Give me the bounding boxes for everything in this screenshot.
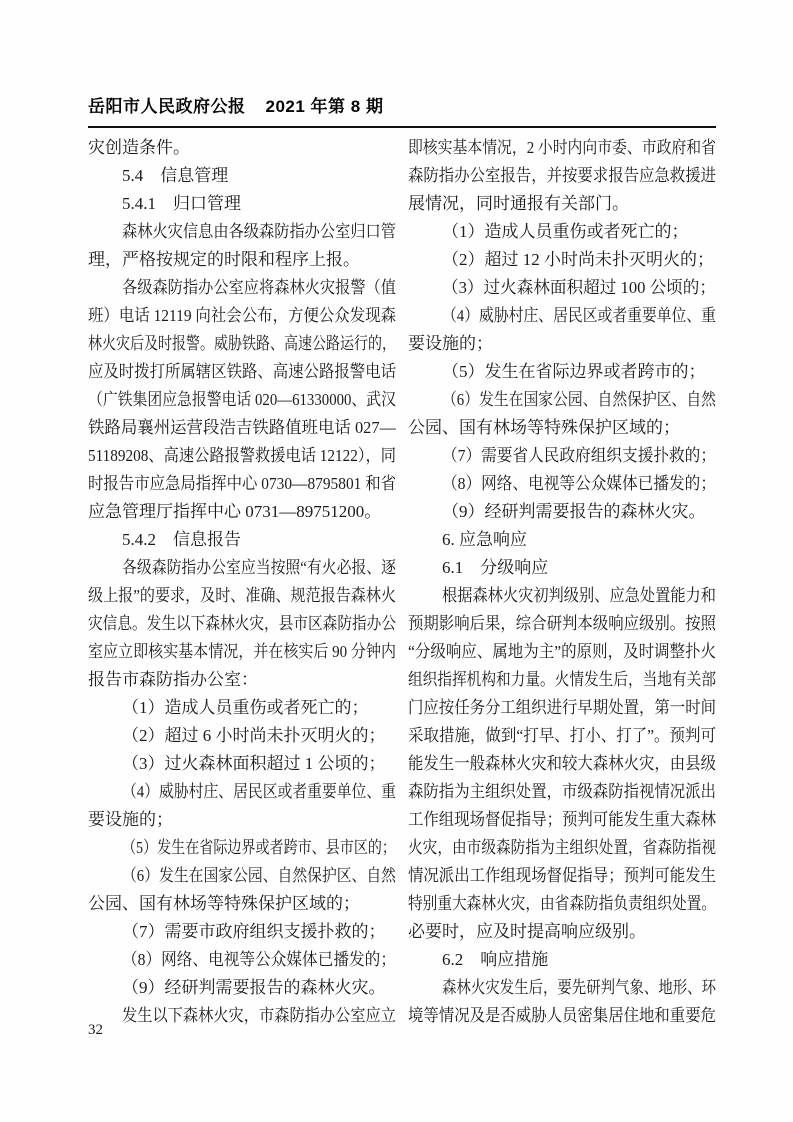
line-text: 报告市森防指办公室： <box>88 670 258 689</box>
line-text: （9）经研判需要报告的森林火灾。 <box>122 978 386 997</box>
text-line <box>408 806 716 834</box>
text-line <box>88 442 396 470</box>
line-text: 展情况，同时通报有关部门。 <box>408 194 629 213</box>
line-text: 应急管理厅指挥中心 0731—89751200。 <box>88 502 382 521</box>
line-text: 森防指办公室报告，并按要求报告应急救援进 <box>408 166 716 185</box>
line-text: 情况派出工作组现场督促指导；预判可能发生 <box>408 866 716 885</box>
text-line <box>408 134 716 162</box>
text-line <box>88 610 396 638</box>
text-line <box>88 694 396 722</box>
section-heading <box>408 526 716 554</box>
text-line <box>88 862 396 890</box>
text-line <box>408 890 716 918</box>
line-text: （3）过火森林面积超过 100 公顷的； <box>442 278 716 297</box>
text-line <box>88 274 396 302</box>
text-line <box>88 554 396 582</box>
line-text: （8）网络、电视等公众媒体已播发的； <box>442 474 716 493</box>
section-heading <box>88 162 396 190</box>
line-text: 灾创造条件。 <box>88 138 190 157</box>
text-line <box>408 190 716 218</box>
section-heading <box>88 526 396 554</box>
line-text: 应及时拨打所属辖区铁路、高速公路报警电话 <box>88 362 396 381</box>
text-line <box>88 778 396 806</box>
line-text: 室应立即核实基本情况，并在核实后 90 分钟内 <box>88 642 396 661</box>
text-line <box>408 470 716 498</box>
line-text: 火灾，由市级森防指为主组织处置，省森防指视 <box>408 838 716 857</box>
text-line <box>408 246 716 274</box>
line-text: 能发生一般森林火灾和较大森林火灾，由县级 <box>408 754 716 773</box>
line-text: 各级森防指办公室应当按照“有火必报、逐 <box>122 558 396 577</box>
text-line <box>408 386 716 414</box>
text-line <box>408 414 716 442</box>
text-line <box>408 582 716 610</box>
gazette-title: 岳阳市人民政府公报 <box>88 97 246 116</box>
line-text: （7）需要省人民政府组织支援扑救的； <box>442 446 716 465</box>
line-text: 预期影响后果，综合研判本级响应级别。按照 <box>408 614 716 633</box>
line-text: （3）过火森林面积超过 1 公顷的； <box>122 754 386 773</box>
text-line <box>408 666 716 694</box>
text-line <box>88 302 396 330</box>
page-header <box>88 92 716 128</box>
line-text: 组织指挥机构和力量。火情发生后，当地有关部 <box>408 670 716 689</box>
line-text: 灾信息。发生以下森林火灾，县市区森防指办公 <box>88 614 396 633</box>
line-text: 森林火灾信息由各级森防指办公室归口管 <box>122 222 396 241</box>
section-heading <box>408 554 716 582</box>
text-line <box>88 666 396 694</box>
two-column-body <box>88 134 716 1030</box>
text-line <box>408 498 716 526</box>
line-text: “分级响应、属地为主”的原则，及时调整扑火 <box>408 642 716 661</box>
line-text: （6）发生在国家公园、自然保护区、自然 <box>442 390 716 409</box>
line-text: 门应按任务分工组织进行早期处置，第一时间 <box>408 698 716 717</box>
text-line <box>88 330 396 358</box>
text-line <box>408 694 716 722</box>
text-line <box>88 890 396 918</box>
line-text: 6.1 分级响应 <box>442 558 549 577</box>
text-line <box>408 862 716 890</box>
text-line <box>88 806 396 834</box>
text-line <box>88 834 396 862</box>
line-text: （2）超过 12 小时尚未扑灭明火的； <box>442 250 714 269</box>
line-text: 境等情况及是否威胁人员密集居住地和重要危 <box>408 1006 716 1025</box>
line-text: （1）造成人员重伤或者死亡的； <box>442 222 689 241</box>
line-text: 工作组现场督促指导；预判可能发生重大森林 <box>408 810 716 829</box>
text-line <box>88 218 396 246</box>
line-text: 根据森林火灾初判级别、应急处置能力和 <box>442 586 716 605</box>
line-text: 采取措施，做到“打早、打小、打了”。预判可 <box>408 726 716 745</box>
line-text: 公园、国有林场等特殊保护区域的； <box>88 894 360 913</box>
text-line <box>408 974 716 1002</box>
text-line <box>408 274 716 302</box>
left-column <box>88 134 396 1030</box>
line-text: 森林火灾发生后，要先研判气象、地形、环 <box>442 978 716 997</box>
text-line <box>408 358 716 386</box>
line-text: 5.4.2 信息报告 <box>122 530 241 549</box>
line-text: 公园、国有林场等特殊保护区域的； <box>408 418 680 437</box>
line-text: 时报告市应急局指挥中心 0730—8795801 和省 <box>88 474 396 493</box>
line-text: （4）威胁村庄、居民区或者重要单位、重 <box>122 782 396 801</box>
text-line <box>408 330 716 358</box>
line-text: （6）发生在国家公园、自然保护区、自然 <box>122 866 396 885</box>
text-line <box>88 386 396 414</box>
text-line <box>408 442 716 470</box>
line-text: 要设施的； <box>88 810 173 829</box>
text-line <box>408 750 716 778</box>
line-text: （8）网络、电视等公众媒体已播发的； <box>122 950 396 969</box>
line-text: 各级森防指办公室应将森林火灾报警（值 <box>122 278 396 297</box>
section-heading <box>408 946 716 974</box>
text-line <box>408 778 716 806</box>
line-text: 森防指为主组织处置，市级森防指视情况派出 <box>408 782 716 801</box>
line-text: （2）超过 6 小时尚未扑灭明火的； <box>122 726 386 745</box>
text-line <box>88 470 396 498</box>
line-text: （5）发生在省际边界或者跨市的； <box>442 362 706 381</box>
line-text: （5）发生在省际边界或者跨市、县市区的； <box>122 838 396 857</box>
text-line <box>408 302 716 330</box>
text-line <box>88 750 396 778</box>
line-text: 特别重大森林火灾，由省森防指负责组织处置。 <box>408 894 716 913</box>
line-text: 铁路局襄州运营段浩吉铁路值班电话 027— <box>88 418 396 437</box>
text-line <box>408 918 716 946</box>
line-text: （1）造成人员重伤或者死亡的； <box>122 698 369 717</box>
text-line <box>408 722 716 750</box>
section-heading <box>88 190 396 218</box>
line-text: （4）威胁村庄、居民区或者重要单位、重 <box>442 306 716 325</box>
text-line <box>88 582 396 610</box>
text-line <box>408 162 716 190</box>
line-text: 51189208、高速公路报警救援电话 12122），同 <box>88 446 396 465</box>
line-text: 6.2 响应措施 <box>442 950 549 969</box>
text-line <box>88 946 396 974</box>
line-text: （广铁集团应急报警电话 020—61330000、武汉 <box>88 390 396 409</box>
text-line <box>88 358 396 386</box>
text-line <box>408 638 716 666</box>
text-line <box>88 918 396 946</box>
line-text: （7）需要市政府组织支援扑救的； <box>122 922 386 941</box>
line-text: 发生以下森林火灾，市森防指办公室应立 <box>122 1006 396 1025</box>
text-line <box>88 134 396 162</box>
line-text: 即核实基本情况，2 小时内向市委、市政府和省 <box>408 138 716 157</box>
line-text: 班）电话 12119 向社会公布，方便公众发现森 <box>88 306 396 325</box>
line-text: 林火灾后及时报警。威胁铁路、高速公路运行的， <box>88 334 396 353</box>
text-line <box>408 834 716 862</box>
line-text: 要设施的； <box>408 334 493 353</box>
line-text: 5.4 信息管理 <box>122 166 229 185</box>
text-line <box>88 414 396 442</box>
text-line <box>88 974 396 1002</box>
text-line <box>88 246 396 274</box>
right-column <box>408 134 716 1030</box>
line-text: 必要时，应及时提高响应级别。 <box>408 922 646 941</box>
line-text: （9）经研判需要报告的森林火灾。 <box>442 502 706 521</box>
text-line <box>408 1002 716 1030</box>
text-line <box>88 1002 396 1030</box>
line-text: 6. 应急响应 <box>442 530 527 549</box>
text-line <box>88 638 396 666</box>
text-line <box>408 218 716 246</box>
page-number: 32 <box>88 1022 103 1038</box>
line-text: 级上报”的要求，及时、准确、规范报告森林火 <box>88 586 396 605</box>
text-line <box>408 610 716 638</box>
line-text: 5.4.1 归口管理 <box>122 194 241 213</box>
text-line <box>88 498 396 526</box>
gazette-issue: 2021 年第 8 期 <box>265 97 384 116</box>
line-text: 理，严格按规定的时限和程序上报。 <box>88 250 360 269</box>
text-line <box>88 722 396 750</box>
